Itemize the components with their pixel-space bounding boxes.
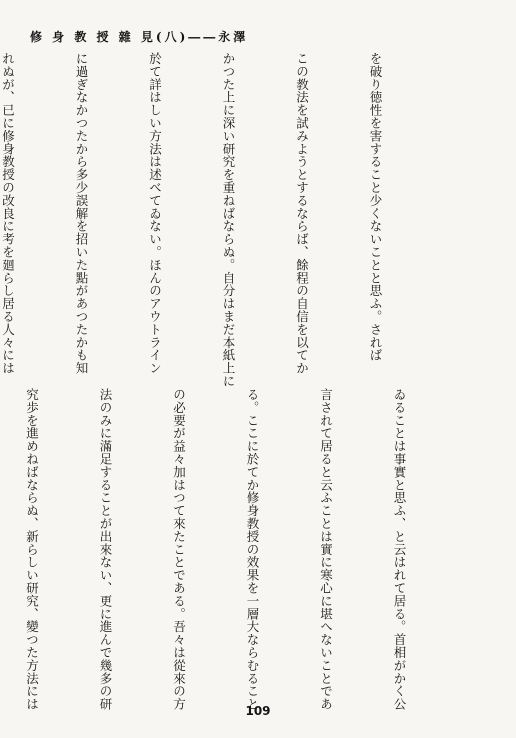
text-column: 言されて居ると云ふことは實に寒心に堪へないことであ: [318, 388, 334, 711]
text-column: この教法を試みようとするならば、餘程の自信を以てか: [294, 52, 310, 375]
text-column: かつた上に深い研究を重ねばならぬ。自分はまだ本紙上に: [221, 52, 236, 388]
text-column: 於て詳はしい方法は述べてゐない。ほんのアウトライン: [147, 52, 163, 375]
header-rule: [248, 36, 490, 37]
text-column: れぬが、已に修身教授の改良に考を廻らし居る人々には: [0, 52, 16, 375]
text-column: を破り徳性を害すること少くないことと思ふ。されば: [368, 52, 383, 362]
text-column: ゐることは事實と思ふ、と云はれて居る。首相がかく公: [392, 388, 407, 711]
running-header-title: 修 身 教 授 雜 見(八)――永澤: [30, 29, 249, 44]
text-column: の必要が益々加はつて來たことである。吾々は從來の方: [171, 388, 187, 711]
text-column: る。ここに於てか修身教授の效果を一層大ならむること: [245, 388, 260, 711]
text-block-upper: [0, 52, 436, 388]
page-number: 109: [245, 704, 271, 718]
text-column: 究歩を進めねばならぬ、新らしい研究、變つた方法には: [24, 388, 40, 711]
text-column: 法のみに滿足することが出來ない、更に進んで幾多の研: [98, 388, 113, 711]
running-header: [30, 27, 490, 45]
text-column: に過ぎなかつたから多少誤解を招いた點があつたかも知: [74, 52, 89, 375]
